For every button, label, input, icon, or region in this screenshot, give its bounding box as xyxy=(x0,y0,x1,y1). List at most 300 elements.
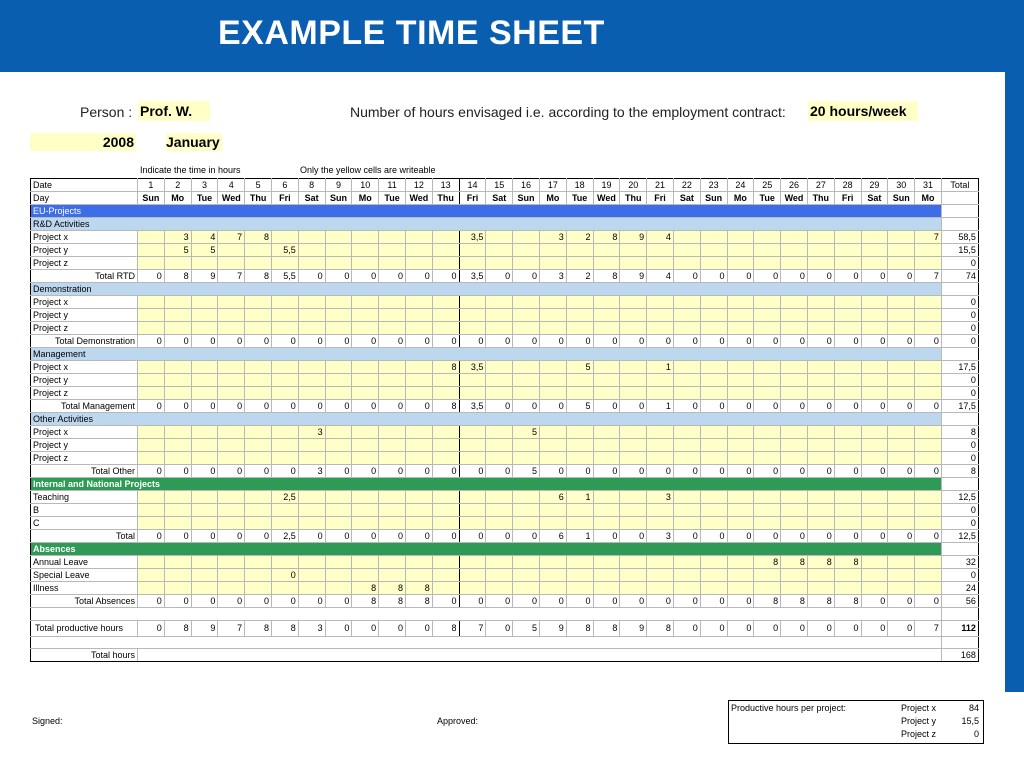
hour-cell[interactable] xyxy=(781,322,808,335)
hour-cell[interactable] xyxy=(379,244,406,257)
hour-cell[interactable] xyxy=(459,517,486,530)
hour-cell[interactable] xyxy=(486,322,513,335)
hour-cell[interactable] xyxy=(513,309,540,322)
hour-cell[interactable] xyxy=(861,569,888,582)
hour-cell[interactable] xyxy=(432,426,459,439)
hour-cell[interactable] xyxy=(727,387,754,400)
hour-cell[interactable] xyxy=(700,244,727,257)
hour-cell[interactable] xyxy=(539,426,566,439)
hour-cell[interactable] xyxy=(191,387,218,400)
hour-cell[interactable]: 5 xyxy=(164,244,191,257)
hour-cell[interactable] xyxy=(325,244,352,257)
hour-cell[interactable] xyxy=(352,491,379,504)
hour-cell[interactable] xyxy=(781,309,808,322)
hour-cell[interactable] xyxy=(754,231,781,244)
hour-cell[interactable] xyxy=(593,322,620,335)
hour-cell[interactable] xyxy=(352,387,379,400)
hour-cell[interactable] xyxy=(807,387,834,400)
hour-cell[interactable] xyxy=(352,309,379,322)
hour-cell[interactable] xyxy=(727,244,754,257)
hour-cell[interactable] xyxy=(861,257,888,270)
hour-cell[interactable] xyxy=(138,452,165,465)
hour-cell[interactable] xyxy=(245,322,272,335)
hour-cell[interactable] xyxy=(647,322,674,335)
hour-cell[interactable]: 5 xyxy=(191,244,218,257)
hour-cell[interactable] xyxy=(673,556,700,569)
hour-cell[interactable]: 1 xyxy=(647,361,674,374)
hour-cell[interactable]: 8 xyxy=(807,556,834,569)
hour-cell[interactable] xyxy=(754,309,781,322)
hour-cell[interactable] xyxy=(781,231,808,244)
hour-cell[interactable] xyxy=(566,569,593,582)
hour-cell[interactable] xyxy=(191,582,218,595)
hour-cell[interactable]: 8 xyxy=(593,231,620,244)
hour-cell[interactable] xyxy=(700,361,727,374)
hour-cell[interactable] xyxy=(352,569,379,582)
hour-cell[interactable] xyxy=(620,296,647,309)
hour-cell[interactable]: 3 xyxy=(298,426,325,439)
hour-cell[interactable] xyxy=(164,452,191,465)
hour-cell[interactable] xyxy=(513,439,540,452)
hour-cell[interactable] xyxy=(861,452,888,465)
hour-cell[interactable] xyxy=(325,309,352,322)
hour-cell[interactable] xyxy=(566,374,593,387)
hour-cell[interactable] xyxy=(915,374,942,387)
hour-cell[interactable] xyxy=(218,556,245,569)
hour-cell[interactable] xyxy=(673,296,700,309)
hour-cell[interactable] xyxy=(298,257,325,270)
hour-cell[interactable] xyxy=(807,322,834,335)
hour-cell[interactable]: 8 xyxy=(405,582,432,595)
hour-cell[interactable]: 3,5 xyxy=(459,361,486,374)
hour-cell[interactable] xyxy=(486,296,513,309)
hour-cell[interactable] xyxy=(888,569,915,582)
hour-cell[interactable] xyxy=(138,322,165,335)
hour-cell[interactable] xyxy=(566,257,593,270)
hour-cell[interactable] xyxy=(271,452,298,465)
hour-cell[interactable] xyxy=(888,491,915,504)
hour-cell[interactable] xyxy=(754,426,781,439)
hour-cell[interactable] xyxy=(245,374,272,387)
hour-cell[interactable] xyxy=(566,296,593,309)
hour-cell[interactable] xyxy=(405,556,432,569)
hour-cell[interactable] xyxy=(807,361,834,374)
hour-cell[interactable] xyxy=(245,582,272,595)
hour-cell[interactable] xyxy=(218,387,245,400)
hour-cell[interactable] xyxy=(888,309,915,322)
hour-cell[interactable] xyxy=(888,257,915,270)
hour-cell[interactable] xyxy=(459,374,486,387)
hour-cell[interactable] xyxy=(379,504,406,517)
hour-cell[interactable] xyxy=(405,231,432,244)
hour-cell[interactable] xyxy=(915,582,942,595)
hour-cell[interactable] xyxy=(620,491,647,504)
hour-cell[interactable] xyxy=(647,296,674,309)
hour-cell[interactable] xyxy=(298,322,325,335)
hour-cell[interactable] xyxy=(861,582,888,595)
hour-cell[interactable] xyxy=(325,374,352,387)
hour-cell[interactable] xyxy=(352,244,379,257)
hour-cell[interactable] xyxy=(138,309,165,322)
hour-cell[interactable] xyxy=(379,439,406,452)
hour-cell[interactable] xyxy=(915,556,942,569)
hour-cell[interactable] xyxy=(673,517,700,530)
hour-cell[interactable] xyxy=(539,309,566,322)
hour-cell[interactable] xyxy=(781,517,808,530)
hour-cell[interactable] xyxy=(888,244,915,257)
hour-cell[interactable] xyxy=(620,257,647,270)
hour-cell[interactable] xyxy=(807,504,834,517)
hour-cell[interactable] xyxy=(405,296,432,309)
hour-cell[interactable] xyxy=(138,556,165,569)
hour-cell[interactable] xyxy=(593,491,620,504)
hour-cell[interactable] xyxy=(539,296,566,309)
hour-cell[interactable] xyxy=(754,569,781,582)
hour-cell[interactable] xyxy=(620,569,647,582)
hour-cell[interactable] xyxy=(513,361,540,374)
hour-cell[interactable] xyxy=(325,582,352,595)
hour-cell[interactable] xyxy=(888,361,915,374)
hour-cell[interactable] xyxy=(459,439,486,452)
hour-cell[interactable] xyxy=(405,517,432,530)
hour-cell[interactable] xyxy=(647,569,674,582)
hour-cell[interactable] xyxy=(245,504,272,517)
hour-cell[interactable] xyxy=(325,361,352,374)
hour-cell[interactable] xyxy=(271,322,298,335)
hour-cell[interactable] xyxy=(459,296,486,309)
hour-cell[interactable] xyxy=(700,439,727,452)
hour-cell[interactable] xyxy=(727,569,754,582)
hour-cell[interactable] xyxy=(191,491,218,504)
hour-cell[interactable] xyxy=(379,426,406,439)
hour-cell[interactable] xyxy=(861,296,888,309)
hour-cell[interactable] xyxy=(566,582,593,595)
hour-cell[interactable] xyxy=(432,491,459,504)
hour-cell[interactable] xyxy=(673,569,700,582)
hour-cell[interactable] xyxy=(539,374,566,387)
hour-cell[interactable] xyxy=(834,426,861,439)
hour-cell[interactable] xyxy=(513,582,540,595)
hour-cell[interactable] xyxy=(298,244,325,257)
hour-cell[interactable] xyxy=(138,361,165,374)
hour-cell[interactable] xyxy=(861,374,888,387)
hour-cell[interactable] xyxy=(432,569,459,582)
hour-cell[interactable] xyxy=(915,322,942,335)
hour-cell[interactable] xyxy=(486,361,513,374)
hour-cell[interactable] xyxy=(379,517,406,530)
hour-cell[interactable] xyxy=(459,309,486,322)
hour-cell[interactable] xyxy=(218,296,245,309)
hour-cell[interactable] xyxy=(807,309,834,322)
hour-cell[interactable] xyxy=(700,452,727,465)
hour-cell[interactable] xyxy=(191,322,218,335)
hour-cell[interactable] xyxy=(673,452,700,465)
hour-cell[interactable] xyxy=(432,374,459,387)
hour-cell[interactable] xyxy=(191,569,218,582)
hour-cell[interactable] xyxy=(486,244,513,257)
hour-cell[interactable] xyxy=(245,426,272,439)
hour-cell[interactable] xyxy=(888,387,915,400)
year-field[interactable]: 2008 xyxy=(30,133,136,151)
hour-cell[interactable] xyxy=(164,439,191,452)
hour-cell[interactable] xyxy=(620,452,647,465)
hour-cell[interactable]: 9 xyxy=(620,231,647,244)
hour-cell[interactable] xyxy=(861,244,888,257)
hour-cell[interactable] xyxy=(298,517,325,530)
hour-cell[interactable] xyxy=(405,361,432,374)
hour-cell[interactable] xyxy=(593,556,620,569)
hour-cell[interactable] xyxy=(459,257,486,270)
hour-cell[interactable] xyxy=(164,491,191,504)
hour-cell[interactable] xyxy=(673,244,700,257)
hour-cell[interactable] xyxy=(271,257,298,270)
hour-cell[interactable] xyxy=(138,387,165,400)
hour-cell[interactable] xyxy=(191,426,218,439)
hour-cell[interactable] xyxy=(620,439,647,452)
hour-cell[interactable] xyxy=(888,374,915,387)
hour-cell[interactable] xyxy=(834,569,861,582)
hour-cell[interactable] xyxy=(459,491,486,504)
hour-cell[interactable] xyxy=(566,517,593,530)
hour-cell[interactable] xyxy=(352,452,379,465)
hour-cell[interactable] xyxy=(379,361,406,374)
hour-cell[interactable] xyxy=(620,556,647,569)
hour-cell[interactable] xyxy=(271,296,298,309)
hour-cell[interactable] xyxy=(834,296,861,309)
hour-cell[interactable] xyxy=(245,517,272,530)
hour-cell[interactable] xyxy=(325,387,352,400)
hour-cell[interactable] xyxy=(245,361,272,374)
hour-cell[interactable] xyxy=(593,439,620,452)
hour-cell[interactable] xyxy=(271,387,298,400)
hour-cell[interactable] xyxy=(566,556,593,569)
hour-cell[interactable] xyxy=(245,257,272,270)
hour-cell[interactable]: 0 xyxy=(271,569,298,582)
hour-cell[interactable] xyxy=(271,231,298,244)
hour-cell[interactable] xyxy=(647,257,674,270)
hour-cell[interactable] xyxy=(754,517,781,530)
hour-cell[interactable] xyxy=(138,491,165,504)
hour-cell[interactable] xyxy=(298,556,325,569)
hour-cell[interactable] xyxy=(727,556,754,569)
hour-cell[interactable] xyxy=(620,309,647,322)
hour-cell[interactable] xyxy=(379,556,406,569)
hour-cell[interactable] xyxy=(781,426,808,439)
hour-cell[interactable] xyxy=(379,374,406,387)
hour-cell[interactable] xyxy=(861,556,888,569)
hour-cell[interactable] xyxy=(807,439,834,452)
hour-cell[interactable] xyxy=(138,244,165,257)
hour-cell[interactable] xyxy=(459,426,486,439)
hour-cell[interactable] xyxy=(781,374,808,387)
hour-cell[interactable] xyxy=(807,231,834,244)
hour-cell[interactable] xyxy=(807,426,834,439)
hour-cell[interactable] xyxy=(325,322,352,335)
hour-cell[interactable] xyxy=(379,231,406,244)
hour-cell[interactable] xyxy=(298,439,325,452)
hour-cell[interactable]: 3 xyxy=(539,231,566,244)
hour-cell[interactable] xyxy=(539,517,566,530)
hour-cell[interactable] xyxy=(218,517,245,530)
hour-cell[interactable]: 3 xyxy=(164,231,191,244)
hour-cell[interactable] xyxy=(673,504,700,517)
hour-cell[interactable] xyxy=(539,569,566,582)
hour-cell[interactable] xyxy=(325,452,352,465)
hour-cell[interactable] xyxy=(245,569,272,582)
hour-cell[interactable] xyxy=(218,504,245,517)
hour-cell[interactable] xyxy=(245,491,272,504)
hour-cell[interactable] xyxy=(218,491,245,504)
hour-cell[interactable] xyxy=(325,426,352,439)
hour-cell[interactable] xyxy=(513,556,540,569)
hour-cell[interactable] xyxy=(593,569,620,582)
hour-cell[interactable] xyxy=(915,504,942,517)
hour-cell[interactable] xyxy=(138,374,165,387)
hour-cell[interactable] xyxy=(754,504,781,517)
hour-cell[interactable] xyxy=(325,491,352,504)
hour-cell[interactable] xyxy=(673,231,700,244)
hour-cell[interactable] xyxy=(861,231,888,244)
hour-cell[interactable] xyxy=(834,231,861,244)
hour-cell[interactable] xyxy=(298,374,325,387)
hour-cell[interactable] xyxy=(164,322,191,335)
hour-cell[interactable] xyxy=(245,439,272,452)
hour-cell[interactable] xyxy=(861,309,888,322)
hour-cell[interactable] xyxy=(620,361,647,374)
hour-cell[interactable] xyxy=(915,296,942,309)
hour-cell[interactable]: 8 xyxy=(432,361,459,374)
hour-cell[interactable] xyxy=(781,439,808,452)
hour-cell[interactable] xyxy=(271,517,298,530)
hour-cell[interactable] xyxy=(807,374,834,387)
hour-cell[interactable] xyxy=(459,452,486,465)
hour-cell[interactable] xyxy=(834,439,861,452)
hour-cell[interactable] xyxy=(593,257,620,270)
hour-cell[interactable] xyxy=(888,556,915,569)
hour-cell[interactable] xyxy=(191,439,218,452)
hour-cell[interactable] xyxy=(271,426,298,439)
hour-cell[interactable] xyxy=(673,582,700,595)
hour-cell[interactable] xyxy=(700,556,727,569)
hour-cell[interactable] xyxy=(164,361,191,374)
hour-cell[interactable]: 2 xyxy=(566,231,593,244)
hour-cell[interactable] xyxy=(218,439,245,452)
hour-cell[interactable] xyxy=(700,504,727,517)
hour-cell[interactable] xyxy=(888,452,915,465)
hour-cell[interactable] xyxy=(781,491,808,504)
hour-cell[interactable] xyxy=(459,582,486,595)
hour-cell[interactable] xyxy=(486,504,513,517)
hour-cell[interactable] xyxy=(861,491,888,504)
hour-cell[interactable] xyxy=(566,426,593,439)
hour-cell[interactable] xyxy=(138,231,165,244)
hour-cell[interactable] xyxy=(513,231,540,244)
hours-value[interactable]: 20 hours/week xyxy=(808,101,918,121)
hour-cell[interactable] xyxy=(754,452,781,465)
hour-cell[interactable] xyxy=(727,374,754,387)
hour-cell[interactable] xyxy=(513,517,540,530)
hour-cell[interactable] xyxy=(620,504,647,517)
hour-cell[interactable]: 8 xyxy=(379,582,406,595)
hour-cell[interactable] xyxy=(164,374,191,387)
hour-cell[interactable] xyxy=(566,504,593,517)
hour-cell[interactable] xyxy=(245,452,272,465)
hour-cell[interactable] xyxy=(673,361,700,374)
hour-cell[interactable] xyxy=(405,452,432,465)
hour-cell[interactable] xyxy=(432,504,459,517)
hour-cell[interactable] xyxy=(727,361,754,374)
hour-cell[interactable] xyxy=(432,231,459,244)
hour-cell[interactable] xyxy=(164,426,191,439)
hour-cell[interactable] xyxy=(138,517,165,530)
hour-cell[interactable] xyxy=(486,556,513,569)
hour-cell[interactable] xyxy=(539,361,566,374)
hour-cell[interactable] xyxy=(861,322,888,335)
hour-cell[interactable] xyxy=(379,491,406,504)
hour-cell[interactable] xyxy=(513,387,540,400)
hour-cell[interactable] xyxy=(298,504,325,517)
hour-cell[interactable] xyxy=(620,387,647,400)
hour-cell[interactable] xyxy=(298,231,325,244)
hour-cell[interactable] xyxy=(566,244,593,257)
hour-cell[interactable] xyxy=(459,569,486,582)
hour-cell[interactable]: 1 xyxy=(566,491,593,504)
hour-cell[interactable] xyxy=(620,582,647,595)
hour-cell[interactable]: 8 xyxy=(754,556,781,569)
person-value[interactable]: Prof. W. xyxy=(138,101,210,121)
hour-cell[interactable] xyxy=(405,244,432,257)
hour-cell[interactable] xyxy=(218,309,245,322)
hour-cell[interactable] xyxy=(673,426,700,439)
hour-cell[interactable] xyxy=(566,309,593,322)
hour-cell[interactable] xyxy=(727,309,754,322)
hour-cell[interactable] xyxy=(834,374,861,387)
hour-cell[interactable] xyxy=(245,296,272,309)
hour-cell[interactable] xyxy=(861,439,888,452)
hour-cell[interactable] xyxy=(647,439,674,452)
hour-cell[interactable] xyxy=(888,517,915,530)
hour-cell[interactable] xyxy=(647,309,674,322)
hour-cell[interactable] xyxy=(700,309,727,322)
hour-cell[interactable] xyxy=(432,296,459,309)
hour-cell[interactable] xyxy=(405,569,432,582)
hour-cell[interactable] xyxy=(191,374,218,387)
hour-cell[interactable] xyxy=(138,257,165,270)
hour-cell[interactable]: 6 xyxy=(539,491,566,504)
hour-cell[interactable] xyxy=(888,504,915,517)
hour-cell[interactable] xyxy=(781,452,808,465)
hour-cell[interactable] xyxy=(727,439,754,452)
hour-cell[interactable]: 8 xyxy=(352,582,379,595)
hour-cell[interactable] xyxy=(807,569,834,582)
month-field[interactable]: January xyxy=(166,133,222,151)
hour-cell[interactable] xyxy=(539,452,566,465)
hour-cell[interactable] xyxy=(191,556,218,569)
hour-cell[interactable] xyxy=(298,361,325,374)
hour-cell[interactable] xyxy=(245,387,272,400)
hour-cell[interactable] xyxy=(486,439,513,452)
hour-cell[interactable] xyxy=(352,231,379,244)
hour-cell[interactable] xyxy=(325,439,352,452)
hour-cell[interactable] xyxy=(539,257,566,270)
hour-cell[interactable] xyxy=(754,491,781,504)
hour-cell[interactable] xyxy=(915,257,942,270)
hour-cell[interactable] xyxy=(915,452,942,465)
hour-cell[interactable] xyxy=(379,257,406,270)
hour-cell[interactable] xyxy=(218,322,245,335)
hour-cell[interactable] xyxy=(834,244,861,257)
hour-cell[interactable] xyxy=(164,296,191,309)
